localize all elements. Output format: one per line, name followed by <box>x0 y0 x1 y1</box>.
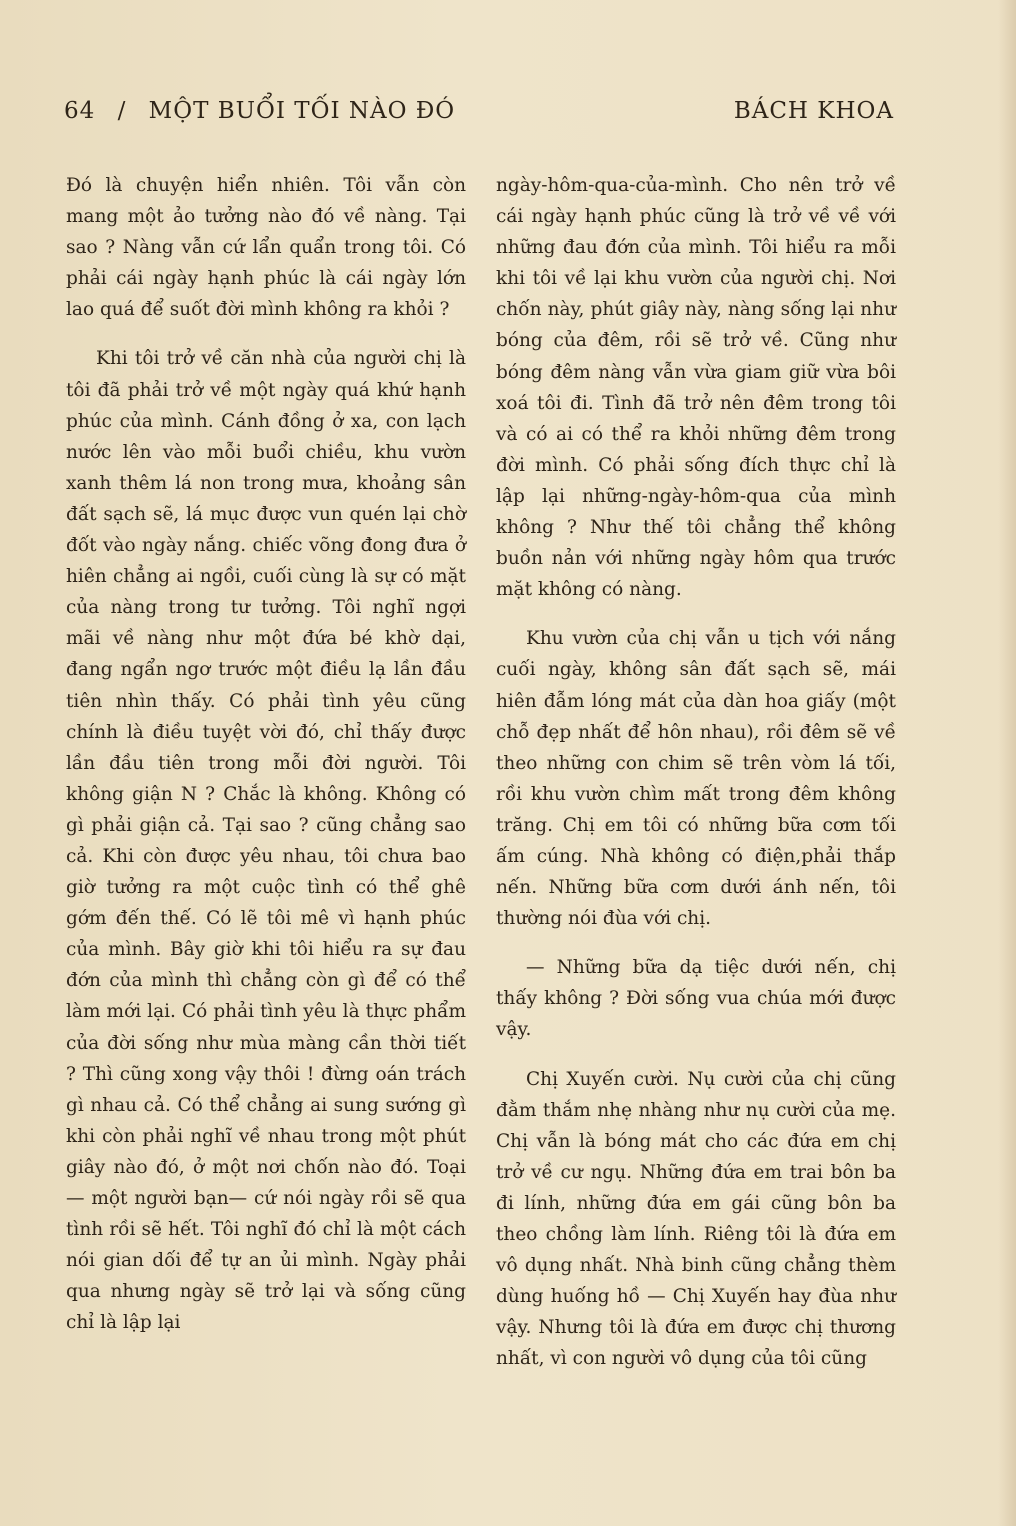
left-paragraph-2: Khi tôi trở về căn nhà của người chị là tôi đã phải trở về một ngày quá khứ hạnh phúc của mình. Cánh đồng ở xa, con lạch nước lên vào mỗi buổi chiều, khu vườn xanh thêm lá non trong mưa, khoảng sân đất sạch sẽ, lá mục được vun quén lại chờ đốt vào ngày nắng. chiếc võng đong đưa ở hiên chẳng ai ngồi, cuối cùng là sự có mặt của nàng trong tư tưởng. Tôi nghĩ ngợi mãi về nàng như một đứa bé khờ dại, đang ngẩn ngơ trước một điều lạ lần đầu tiên nhìn thấy. Có phải tình yêu cũng chính là điều tuyệt vời đó, chỉ thấy được lần đầu tiên trong mỗi đời người. Tôi không giận N ? Chắc là không. Không có gì phải giận cả. Tại sao ? cũng chẳng sao cả. Khi còn được yêu nhau, tôi chưa bao giờ tưởng ra một cuộc tình có thể ghê gớm đến thế. Có lẽ tôi mê vì hạnh phúc của mình. Bây giờ khi tôi hiểu ra sự đau đớn của mình thì chẳng còn gì để có thể làm mới lại. Có phải tình yêu là thực phẩm của đời sống như mùa màng cần thời tiết ? Thì cũng xong vậy thôi ! đừng oán trách gì nhau cả. Có thể chẳng ai sung sướng gì khi còn phải nghĩ về nhau trong một phút giây nào đó, ở một nơi chốn nào đó. Toại — một người bạn— cứ nói ngày rồi sẽ qua tình rồi sẽ hết. Tôi nghĩ đó chỉ là một cách nói gian dối để tự an ủi mình. Ngày phải qua nhưng ngày sẽ trở lại và sống cũng chỉ là lập lại <box>66 348 466 1334</box>
left-paragraph-1: Đó là chuyện hiển nhiên. Tôi vẫn còn mang một ảo tưởng nào đó về nàng. Tại sao ? Nàng vẫn cứ lẩn quẩn trong tôi. Có phải cái ngày hạnh phúc là cái ngày lớn lao quá để suốt đời mình không ra khỏi ? <box>66 175 466 321</box>
right-column <box>496 170 896 1392</box>
page-edge-shadow <box>998 0 1016 1526</box>
header-separator: / <box>117 98 127 124</box>
running-header <box>64 98 894 134</box>
left-column <box>66 170 466 1356</box>
right-paragraph-3: — Những bữa dạ tiệc dưới nến, chị thấy không ? Đời sống vua chúa mới được vậy. <box>496 957 896 1041</box>
article-title: MỘT BUỔI TỐI NÀO ĐÓ <box>148 98 456 124</box>
header-left <box>64 98 455 124</box>
magazine-name: BÁCH KHOA <box>733 98 894 124</box>
right-paragraph-4: Chị Xuyến cười. Nụ cười của chị cũng đằm thắm nhẹ nhàng như nụ cười của mẹ. Chị vẫn là bóng mát cho các đứa em chị trở về cư ngụ. Những đứa em trai bôn ba đi lính, những đứa em gái cũng bôn ba theo chồng làm lính. Riêng tôi là đứa em vô dụng nhất. Nhà binh cũng chẳng thèm dùng huống hồ — Chị Xuyến hay đùa như vậy. Nhưng tôi là đứa em được chị thương nhất, vì con người vô dụng của tôi cũng <box>496 1068 896 1370</box>
right-paragraph-2: Khu vườn của chị vẫn u tịch với nắng cuối ngày, không sân đất sạch sẽ, mái hiên đẫm lóng mát của dàn hoa giấy (một chỗ đẹp nhất để hôn nhau), rồi đêm sẽ về theo những con chim sẽ trên vòm lá tối, rồi khu vườn chìm mất trong đêm không trăng. Chị em tôi có những bữa cơm tối ấm cúng. Nhà không có điện,phải thắp nến. Những bữa cơm dưới ánh nến, tôi thường nói đùa với chị. <box>496 628 896 930</box>
right-paragraph-1: ngày-hôm-qua-của-mình. Cho nên trở về cái ngày hạnh phúc cũng là trở về về với những đau đớn của mình. Tôi hiểu ra mỗi khi tôi về lại khu vườn của người chị. Nơi chốn này, phút giây này, nàng sống lại như bóng của đêm, rồi sẽ trở về. Cũng như bóng đêm nàng vẫn vừa giam giữ vừa bôi xoá tôi đi. Tình đã trở nên đêm trong tôi và có ai có thể ra khỏi những đêm trong đời mình. Có phải sống đích thực chỉ là lập lại những-ngày-hôm-qua của mình không ? Như thế tôi chẳng thể không buồn nản với những ngày hôm qua trước mặt không có nàng. <box>496 175 896 601</box>
page-number: 64 <box>64 98 96 124</box>
